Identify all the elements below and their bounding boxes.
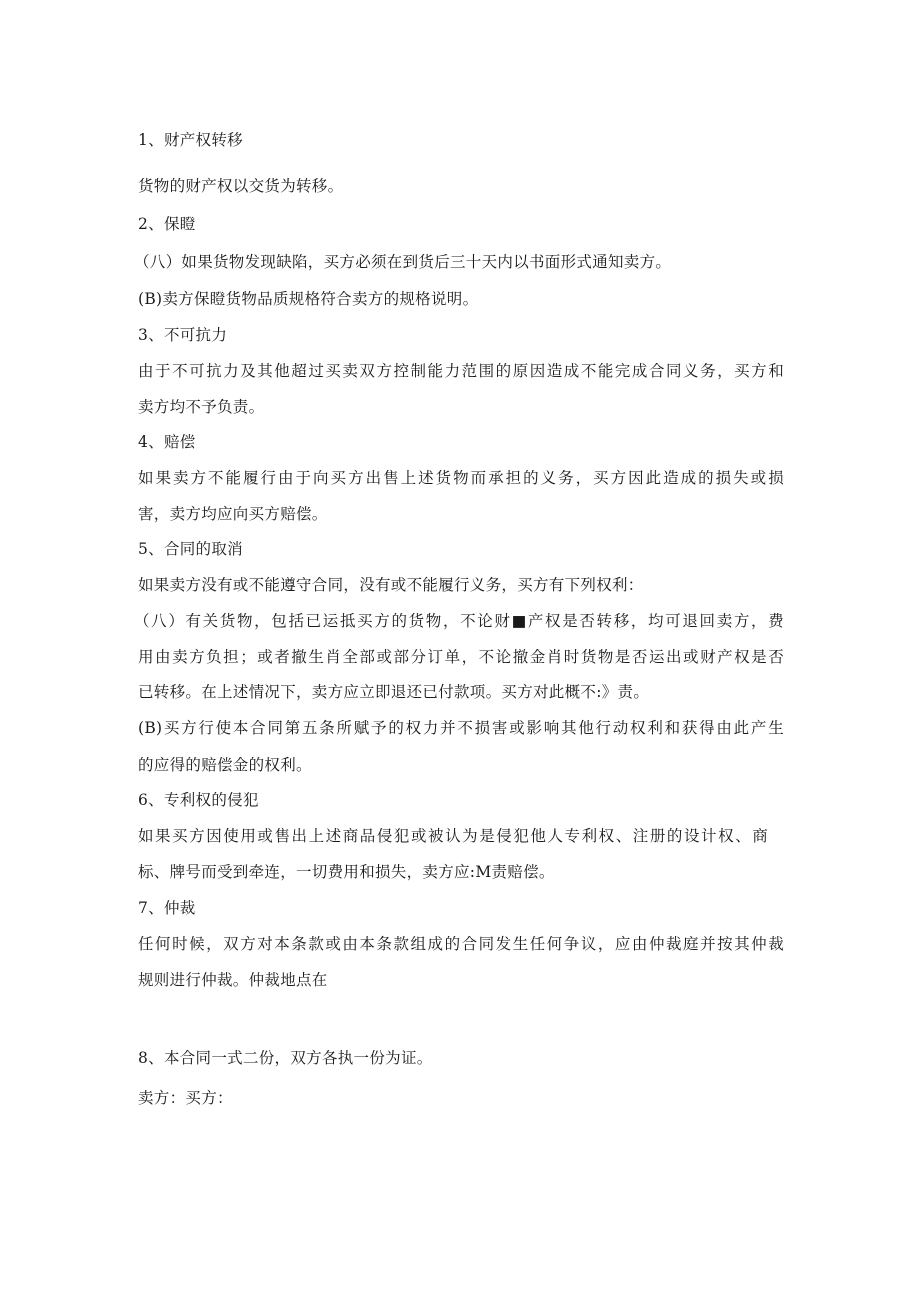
paragraph-line: 害，卖方均应向买方赔偿。 [138, 505, 328, 523]
paragraph-line: 已转移。在上述情况下，卖方应立即退还已付款项。买方对此概不:》责。 [138, 683, 650, 701]
paragraph-line: （八）有关货物，包括已运抵买方的货物，不论财■产权是否转移，均可退回卖方，费 [134, 612, 784, 630]
section-heading-7: 7、仲裁 [138, 899, 196, 917]
paragraph-line: 如果卖方没有或不能遵守合同，没有或不能履行义务，买方有下列权利： [138, 576, 644, 594]
section-heading-6: 6、专利权的侵犯 [138, 791, 259, 809]
paragraph-line: 货物的财产权以交货为转移。 [138, 177, 344, 195]
paragraph-line: 的应得的赔偿金的权利。 [138, 756, 312, 774]
paragraph-line: （八）如果货物发现缺陷，买方必须在到货后三十天内以书面形式通知卖方。 [134, 253, 672, 271]
section-heading-3: 3、不可抗力 [138, 326, 228, 344]
paragraph-line: 任何时候，双方对本条款或由本条款组成的合同发生任何争议，应由仲裁庭并按其仲裁 [138, 935, 784, 953]
paragraph-line: 由于不可抗力及其他超过买卖双方控制能力范围的原因造成不能完成合同义务，买方和 [138, 362, 784, 380]
section-heading-4: 4、赔偿 [138, 433, 196, 451]
paragraph-line: (B)卖方保瞪货物品质规格符合卖方的规格说明。 [138, 290, 479, 308]
section-heading-5: 5、合同的取消 [138, 540, 243, 558]
paragraph-line: 如果卖方不能履行由于向买方出售上述货物而承担的义务，买方因此造成的损失或损 [138, 469, 784, 487]
section-heading-8: 8、本合同一式二份，双方各执一份为证。 [138, 1049, 433, 1067]
section-heading-2: 2、保瞪 [138, 215, 196, 233]
paragraph-line: 规则进行仲裁。仲裁地点在 [138, 971, 328, 989]
signature-line: 卖方：买方： [138, 1089, 233, 1107]
paragraph-line: 用由卖方负担；或者撤生肖全部或部分订单，不论撤金肖时货物是否运出或财产权是否 [138, 648, 784, 666]
paragraph-line: 如果买方因使用或售出上述商品侵犯或被认为是侵犯他人专利权、注册的设计权、商 [138, 827, 768, 845]
paragraph-line: 标、牌号而受到牵连，一切费用和损失，卖方应:M责赔偿。 [138, 863, 555, 881]
paragraph-line: (B)买方行使本合同第五条所赋予的权力并不损害或影响其他行动权利和获得由此产生 [138, 719, 784, 737]
section-heading-1: 1、财产权转移 [138, 131, 243, 149]
paragraph-line: 卖方均不予负责。 [138, 398, 265, 416]
